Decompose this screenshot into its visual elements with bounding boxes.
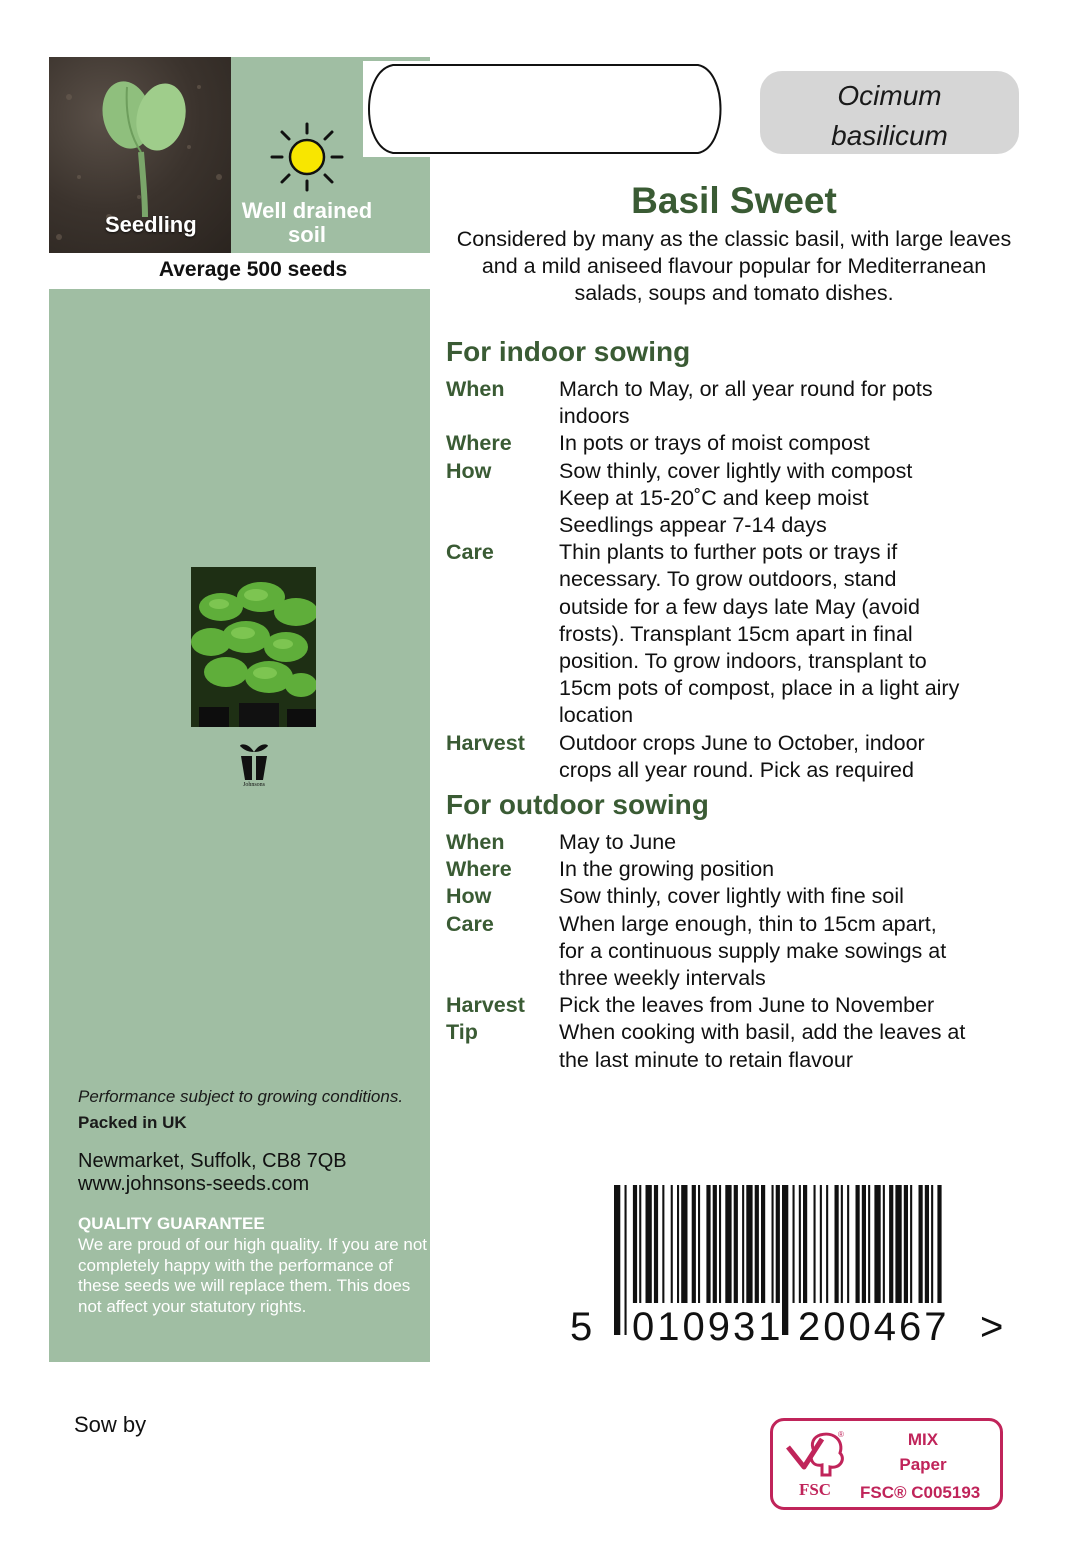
outdoor-term: When — [446, 830, 505, 854]
indoor-term: How — [446, 458, 492, 483]
barcode-bar — [793, 1185, 795, 1303]
barcode-bar — [614, 1185, 620, 1335]
seedling-label: Seedling — [105, 212, 197, 237]
quality-guarantee-text: We are proud of our high quality. If you are not completely happy with the performance of these seeds we will replace them. This does not affect your statutory rights. — [78, 1235, 428, 1316]
indoor-definition-line: outside for a few days late May (avoid — [559, 594, 920, 619]
fsc-paper-label: Paper — [899, 1455, 947, 1474]
indoor-definition-line: necessary. To grow outdoors, stand — [559, 567, 897, 592]
indoor-definition-line: location — [559, 703, 634, 728]
barcode-end-mark: > — [980, 1305, 1004, 1345]
barcode-bar — [639, 1185, 641, 1303]
outdoor-definition-line: In the growing position — [559, 857, 775, 882]
barcode-bar — [706, 1185, 710, 1303]
barcode-right-group: 200467 — [798, 1305, 950, 1345]
outdoor-term: Where — [446, 857, 512, 882]
barcode-bar — [633, 1185, 637, 1303]
outdoor-definition — [559, 856, 1029, 883]
barcode-bar — [662, 1185, 664, 1303]
barcode-bar — [931, 1185, 933, 1303]
indoor-sowing-heading: For indoor sowing — [446, 336, 691, 367]
barcode-left-group: 010931 — [632, 1305, 784, 1345]
barcode-bar — [742, 1185, 744, 1303]
outdoor-definition — [559, 911, 1029, 993]
indoor-definition — [559, 730, 1029, 784]
indoor-term: Care — [446, 540, 494, 565]
barcode-bar — [719, 1185, 721, 1303]
barcode-bar — [835, 1185, 839, 1303]
outdoor-definition-line: Sow thinly, cover lightly with fine soil — [559, 884, 904, 909]
company-address: Newmarket, Suffolk, CB8 7QB — [78, 1150, 347, 1172]
outdoor-definition-line: the last minute to retain flavour — [559, 1047, 853, 1072]
barcode-bar — [889, 1185, 893, 1303]
barcode-bar — [868, 1185, 870, 1303]
barcode-bar — [925, 1185, 929, 1303]
fsc-wordmark: FSC — [798, 1480, 832, 1499]
barcode-bar — [937, 1185, 941, 1303]
barcode-bar — [803, 1185, 807, 1303]
outdoor-definition — [559, 829, 1029, 856]
barcode-bar — [671, 1185, 673, 1303]
barcode-bar — [698, 1185, 700, 1303]
quality-guarantee-title: QUALITY GUARANTEE — [78, 1214, 265, 1233]
barcode-bar — [776, 1185, 780, 1303]
barcode-bar — [692, 1185, 696, 1303]
outdoor-definition-line: When cooking with basil, add the leaves at — [559, 1020, 966, 1045]
company-website: www.johnsons-seeds.com — [78, 1173, 310, 1195]
indoor-definition-line: Thin plants to further pots or trays if — [559, 540, 898, 565]
barcode-bar — [826, 1185, 828, 1303]
barcode-bar — [799, 1185, 801, 1303]
indoor-term: When — [446, 377, 505, 401]
outdoor-term: Tip — [446, 1020, 478, 1045]
outdoor-sowing-heading: For outdoor sowing — [446, 789, 709, 820]
indoor-definition-line: Keep at 15-20˚C and keep moist — [559, 485, 869, 510]
indoor-definition-line: indoors — [559, 404, 630, 429]
barcode-bar — [746, 1185, 752, 1303]
barcode-first-digit: 5 — [570, 1305, 593, 1345]
indoor-definition — [559, 430, 1029, 457]
barcode-bar — [904, 1185, 908, 1303]
sow-by-label: Sow by — [74, 1412, 147, 1437]
indoor-definition-line: Sow thinly, cover lightly with compost — [559, 458, 913, 483]
pot-logo-text: Johnsons — [242, 782, 265, 788]
product-title: Basil Sweet — [631, 180, 837, 221]
barcode-bar — [910, 1185, 912, 1303]
outdoor-term: How — [446, 884, 492, 909]
barcode-bar — [883, 1185, 885, 1303]
outdoor-definition — [559, 883, 1029, 910]
outdoor-definition — [559, 1019, 1029, 1073]
outdoor-definition-line: May to June — [559, 830, 677, 854]
outdoor-term: Care — [446, 911, 494, 936]
basil-plant-photo — [191, 567, 316, 727]
sun-icon — [268, 122, 346, 192]
performance-note: Performance subject to growing conditions. — [78, 1087, 404, 1106]
barcode — [570, 1185, 1010, 1345]
indoor-definition — [559, 376, 1029, 430]
barcode-bar — [820, 1185, 822, 1303]
outdoor-definition — [559, 992, 1029, 1019]
seeds-count: Average 500 seeds — [158, 258, 348, 281]
barcode-bar — [874, 1185, 880, 1303]
fsc-tree-check-icon — [782, 1427, 848, 1479]
svg-text:®: ® — [838, 1430, 844, 1439]
barcode-bar — [646, 1185, 652, 1303]
barcode-bar — [725, 1185, 731, 1303]
barcode-bar — [734, 1185, 738, 1303]
barcode-bar — [681, 1185, 687, 1303]
barcode-bar — [841, 1185, 843, 1303]
latin-name: Ocimum basilicum — [831, 80, 948, 151]
outdoor-definition-line: for a continuous supply make sowings at — [559, 938, 947, 963]
barcode-bar — [919, 1185, 923, 1303]
barcode-bar — [847, 1185, 849, 1303]
indoor-definition-line: Outdoor crops June to October, indoor — [559, 730, 925, 755]
product-description: Considered by many as the classic basil, with large leaves and a mild aniseed flavour popular for Mediterranean salads, soups and tomato dishes. — [456, 227, 1012, 305]
indoor-definition-line: Seedlings appear 7-14 days — [559, 513, 827, 537]
barcode-bar — [677, 1185, 679, 1303]
barcode-bar — [895, 1185, 901, 1303]
barcode-bar — [772, 1185, 774, 1303]
indoor-term: Where — [446, 431, 512, 456]
indoor-definition — [559, 539, 1029, 729]
barcode-bar — [814, 1185, 816, 1303]
indoor-definition-line: position. To grow indoors, transplant to — [559, 649, 927, 673]
indoor-definition-line: crops all year round. Pick as required — [559, 757, 914, 782]
fsc-license-code: FSC® C005193 — [860, 1483, 981, 1502]
outdoor-definition-line: When large enough, thin to 15cm apart, — [559, 911, 937, 936]
blank-label-area — [363, 61, 725, 157]
outdoor-definition-line: three weekly intervals — [559, 966, 766, 990]
soil-condition-label: Well drained soil — [241, 198, 373, 247]
fsc-mix-label: MIX — [907, 1430, 939, 1449]
barcode-bar — [755, 1185, 759, 1303]
basil-image — [191, 567, 316, 727]
barcode-bar — [654, 1185, 658, 1303]
indoor-definition-line: March to May, or all year round for pots — [559, 377, 933, 401]
indoor-definition-line: In pots or trays of moist compost — [559, 431, 870, 456]
indoor-term: Harvest — [446, 730, 525, 755]
outdoor-definition-line: Pick the leaves from June to November — [559, 993, 935, 1018]
barcode-bar — [713, 1185, 717, 1303]
indoor-definition-line: 15cm pots of compost, place in a light airy — [559, 676, 960, 701]
indoor-definition — [559, 458, 1029, 540]
indoor-definition-line: frosts). Transplant 15cm apart in final — [559, 621, 913, 646]
outdoor-term: Harvest — [446, 993, 525, 1018]
barcode-bar — [625, 1185, 627, 1335]
barcode-bar — [761, 1185, 765, 1303]
barcode-bar — [856, 1185, 860, 1303]
barcode-bar — [862, 1185, 866, 1303]
packed-in-label: Packed in UK — [78, 1113, 187, 1132]
